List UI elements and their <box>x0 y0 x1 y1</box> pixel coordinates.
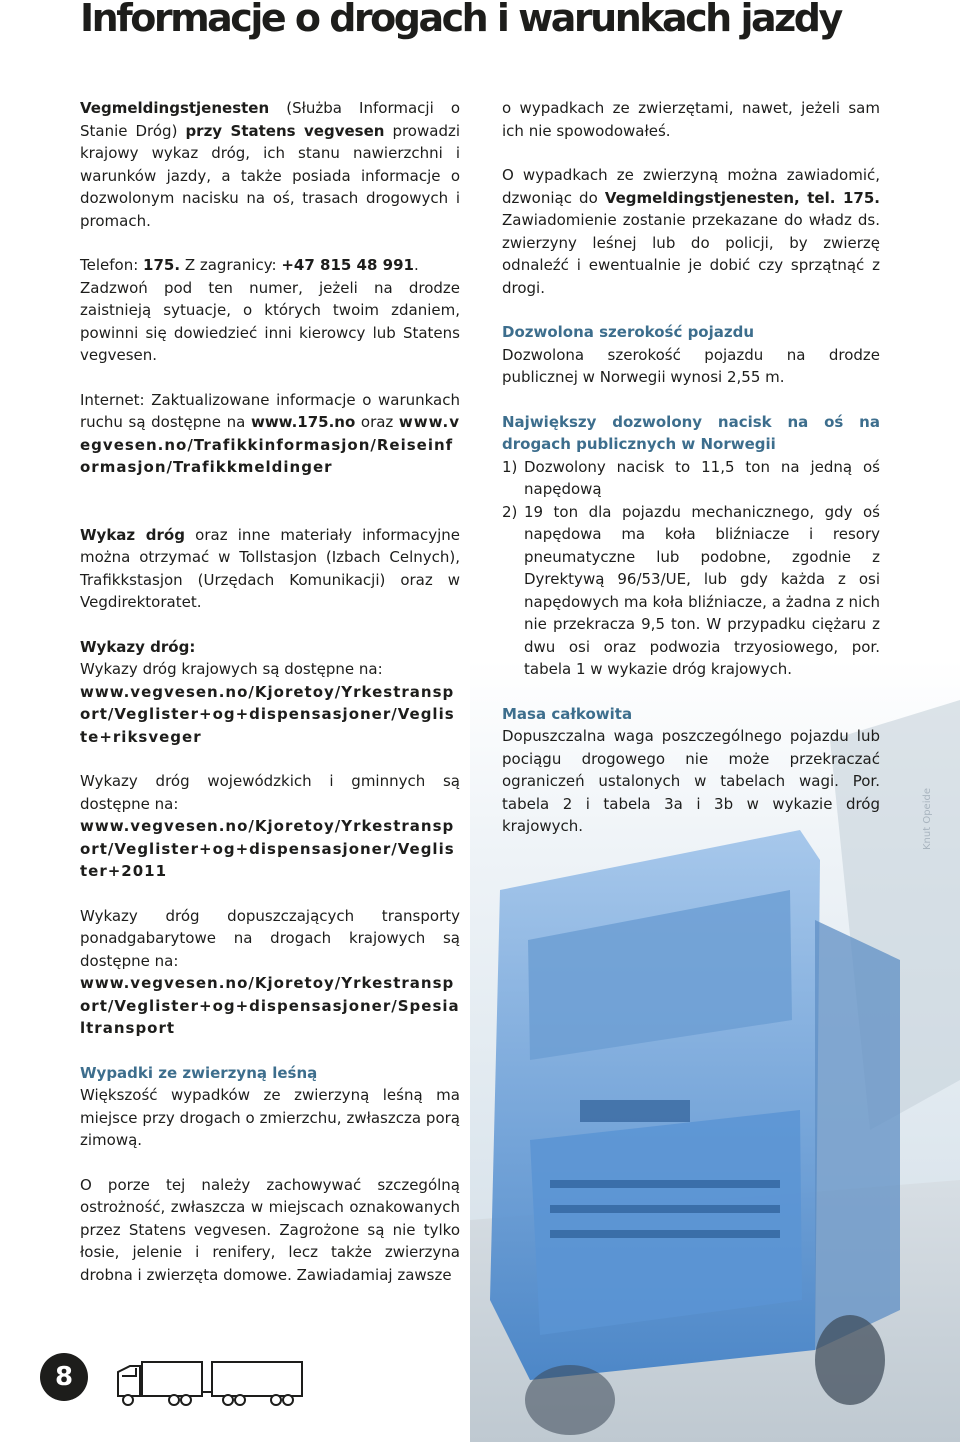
vegmeldingstjenesten-bold: Vegmeldingstjenesten <box>80 99 270 117</box>
wykazy-wojewodzkie-text: Wykazy dróg wojewódzkich i gminnych są dostępne na: <box>80 772 460 813</box>
list-item <box>502 501 880 681</box>
zawiadomienie-text-2: Zawiadomienie zostanie przekazane do władz ds. zwierzyny leśnej lub do policji, by zwierzę odnaleźć i ewentualnie je dobić czy sprzątnąć z drogi. <box>502 211 880 297</box>
internet-text: Internet: Zaktualizowane informacje o warunkach ruchu są dostępne na <box>80 390 460 431</box>
szerokosc-heading: Dozwolona szerokość pojazdu <box>502 323 755 341</box>
zawiadomienie-bold: Vegmeldingstjenesten, tel. 175. <box>604 188 880 207</box>
page-title: Informacje o drogach i warunkach jazdy <box>80 0 841 40</box>
abroad-number: +47 815 48 991 <box>281 256 414 274</box>
internet-paragraph <box>80 389 460 479</box>
page-number: 8 <box>40 1353 88 1401</box>
list-item-text: 19 ton dla pojazdu mechanicznego, gdy oś napędowa ma koła bliźniacze i resory pneumatyczne lub podobne, zgodnie z Dyrektywą 96/53/UE, lub gdy każda z osi napędowych ma koła bliźniacze, a żadna z nich nie przekracza 9,5 ton. W przypadku ciężaru z dwu osi oraz podwozia trzyosiowego, por. tabela 1 w wykazie dróg krajowych. <box>524 502 880 678</box>
wykazy-ponadgabarytowe-text: Wykazy dróg dopuszczających transporty ponadgabarytowe na drogach krajowych są dostępne na: <box>80 906 460 970</box>
zawiadomienie-text-1: O wypadkach ze zwierzyną można zawiadomić, dzwoniąc do <box>502 166 880 207</box>
intro-text-1: (Służba Informacji o Stanie Dróg) <box>80 99 460 140</box>
continuation-paragraph: o wypadkach ze zwierzętami, nawet, jeżeli sam ich nie spowodowałeś. <box>502 99 880 140</box>
nacisk-heading: Największy dozwolony nacisk na oś na drogach publicznych w Norwegii <box>502 412 880 453</box>
wykaz-text: oraz inne materiały informacyjne można otrzymać w Tollstasjon (Izbach Celnych), Trafikkstasjon (Urzędach Komunikacji) oraz w Vegdirektoratet. <box>80 525 460 611</box>
truck-trailer-icon <box>116 1360 306 1408</box>
porze-paragraph: O porze tej należy zachowywać szczególną ostrożność, zwłaszcza w miejscach oznakowanych przez Statens vegvesen. Zagrożone są nie tylko łosie, jelenie i renifery, lecz także zwierzyna drobna i zwierzęta domowe. Zawiadamiaj zawsze <box>80 1175 460 1284</box>
wykazy-heading: Wykazy dróg: <box>80 637 196 656</box>
list-item <box>502 456 880 501</box>
link-175[interactable]: www.175.no <box>250 413 356 431</box>
szerokosc-paragraph: Dozwolona szerokość pojazdu na drodze publicznej w Norwegii wynosi 2,55 m. <box>502 345 880 386</box>
link-trafikkmeldinger[interactable]: www.vegvesen.no/Trafikkinformasjon/Reiseinformasjon/Trafikkmeldinger <box>80 413 461 476</box>
wypadki-paragraph: Większość wypadków ze zwierzyną leśną ma miejsce przy drogach o zmierzchu, zwłaszcza porą zimową. <box>80 1086 460 1149</box>
link-spesialtransport[interactable]: www.vegvesen.no/Kjoretoy/Yrkestransport/Veglister+og+dispensasjoner/Spesialtransport <box>80 974 460 1037</box>
list-item-number: 2) <box>502 502 518 521</box>
telephone-end: . <box>413 256 419 274</box>
zawiadomienie-paragraph <box>502 164 880 299</box>
intro-paragraph <box>80 97 460 232</box>
wypadki-heading: Wypadki ze zwierzyną leśną <box>80 1063 318 1082</box>
telephone-label: Telefon: <box>80 256 144 274</box>
link-vegliste-riksveger[interactable]: www.vegvesen.no/Kjoretoy/Yrkestransport/Veglister+og+dispensasjoner/Vegliste+riksveger <box>80 682 455 746</box>
statens-vegvesen-bold: przy Statens vegvesen <box>185 121 385 140</box>
wykazy-krajowe-text: Wykazy dróg krajowych są dostępne na: <box>80 660 383 678</box>
telephone-number: 175. <box>143 256 181 274</box>
telephone-line <box>80 254 460 277</box>
photo-credit: Knut Opeide <box>922 788 933 850</box>
list-item-number: 1) <box>502 457 518 476</box>
right-column <box>502 97 880 838</box>
internet-mid: oraz <box>355 413 399 431</box>
link-veglister-2011[interactable]: www.vegvesen.no/Kjoretoy/Yrkestransport/Veglister+og+dispensasjoner/Veglister+2011 <box>80 817 455 880</box>
left-column <box>80 97 460 1286</box>
abroad-label: Z zagranicy: <box>180 256 282 274</box>
nacisk-list <box>502 456 880 681</box>
masa-heading: Masa całkowita <box>502 704 633 723</box>
wykaz-paragraph <box>80 524 460 614</box>
wykaz-bold: Wykaz dróg <box>80 525 185 544</box>
intro-text-2: prowadzi krajowy wykaz dróg, ich stanu nawierzchni i warunków jazdy, a także posiada informacje o dozwolonym nacisku na oś, trasach drogowych i promach. <box>80 121 461 230</box>
masa-paragraph: Dopuszczalna waga poszczególnego pojazdu lub pociągu drogowego nie może przekraczać ograniczeń ustalonych w tabelach wagi. Por. tabela 2 i tabela 3a i 3b w wykazie dróg krajowych. <box>502 727 880 835</box>
list-item-text: Dozwolony nacisk to 11,5 ton na jedną oś napędową <box>524 457 880 498</box>
call-paragraph: Zadzwoń pod ten numer, jeżeli na drodze zaistnieją sytuacje, o których twoim zdaniem, powinni się dowiedzieć inni kierowcy lub Statens vegvesen. <box>80 278 460 364</box>
